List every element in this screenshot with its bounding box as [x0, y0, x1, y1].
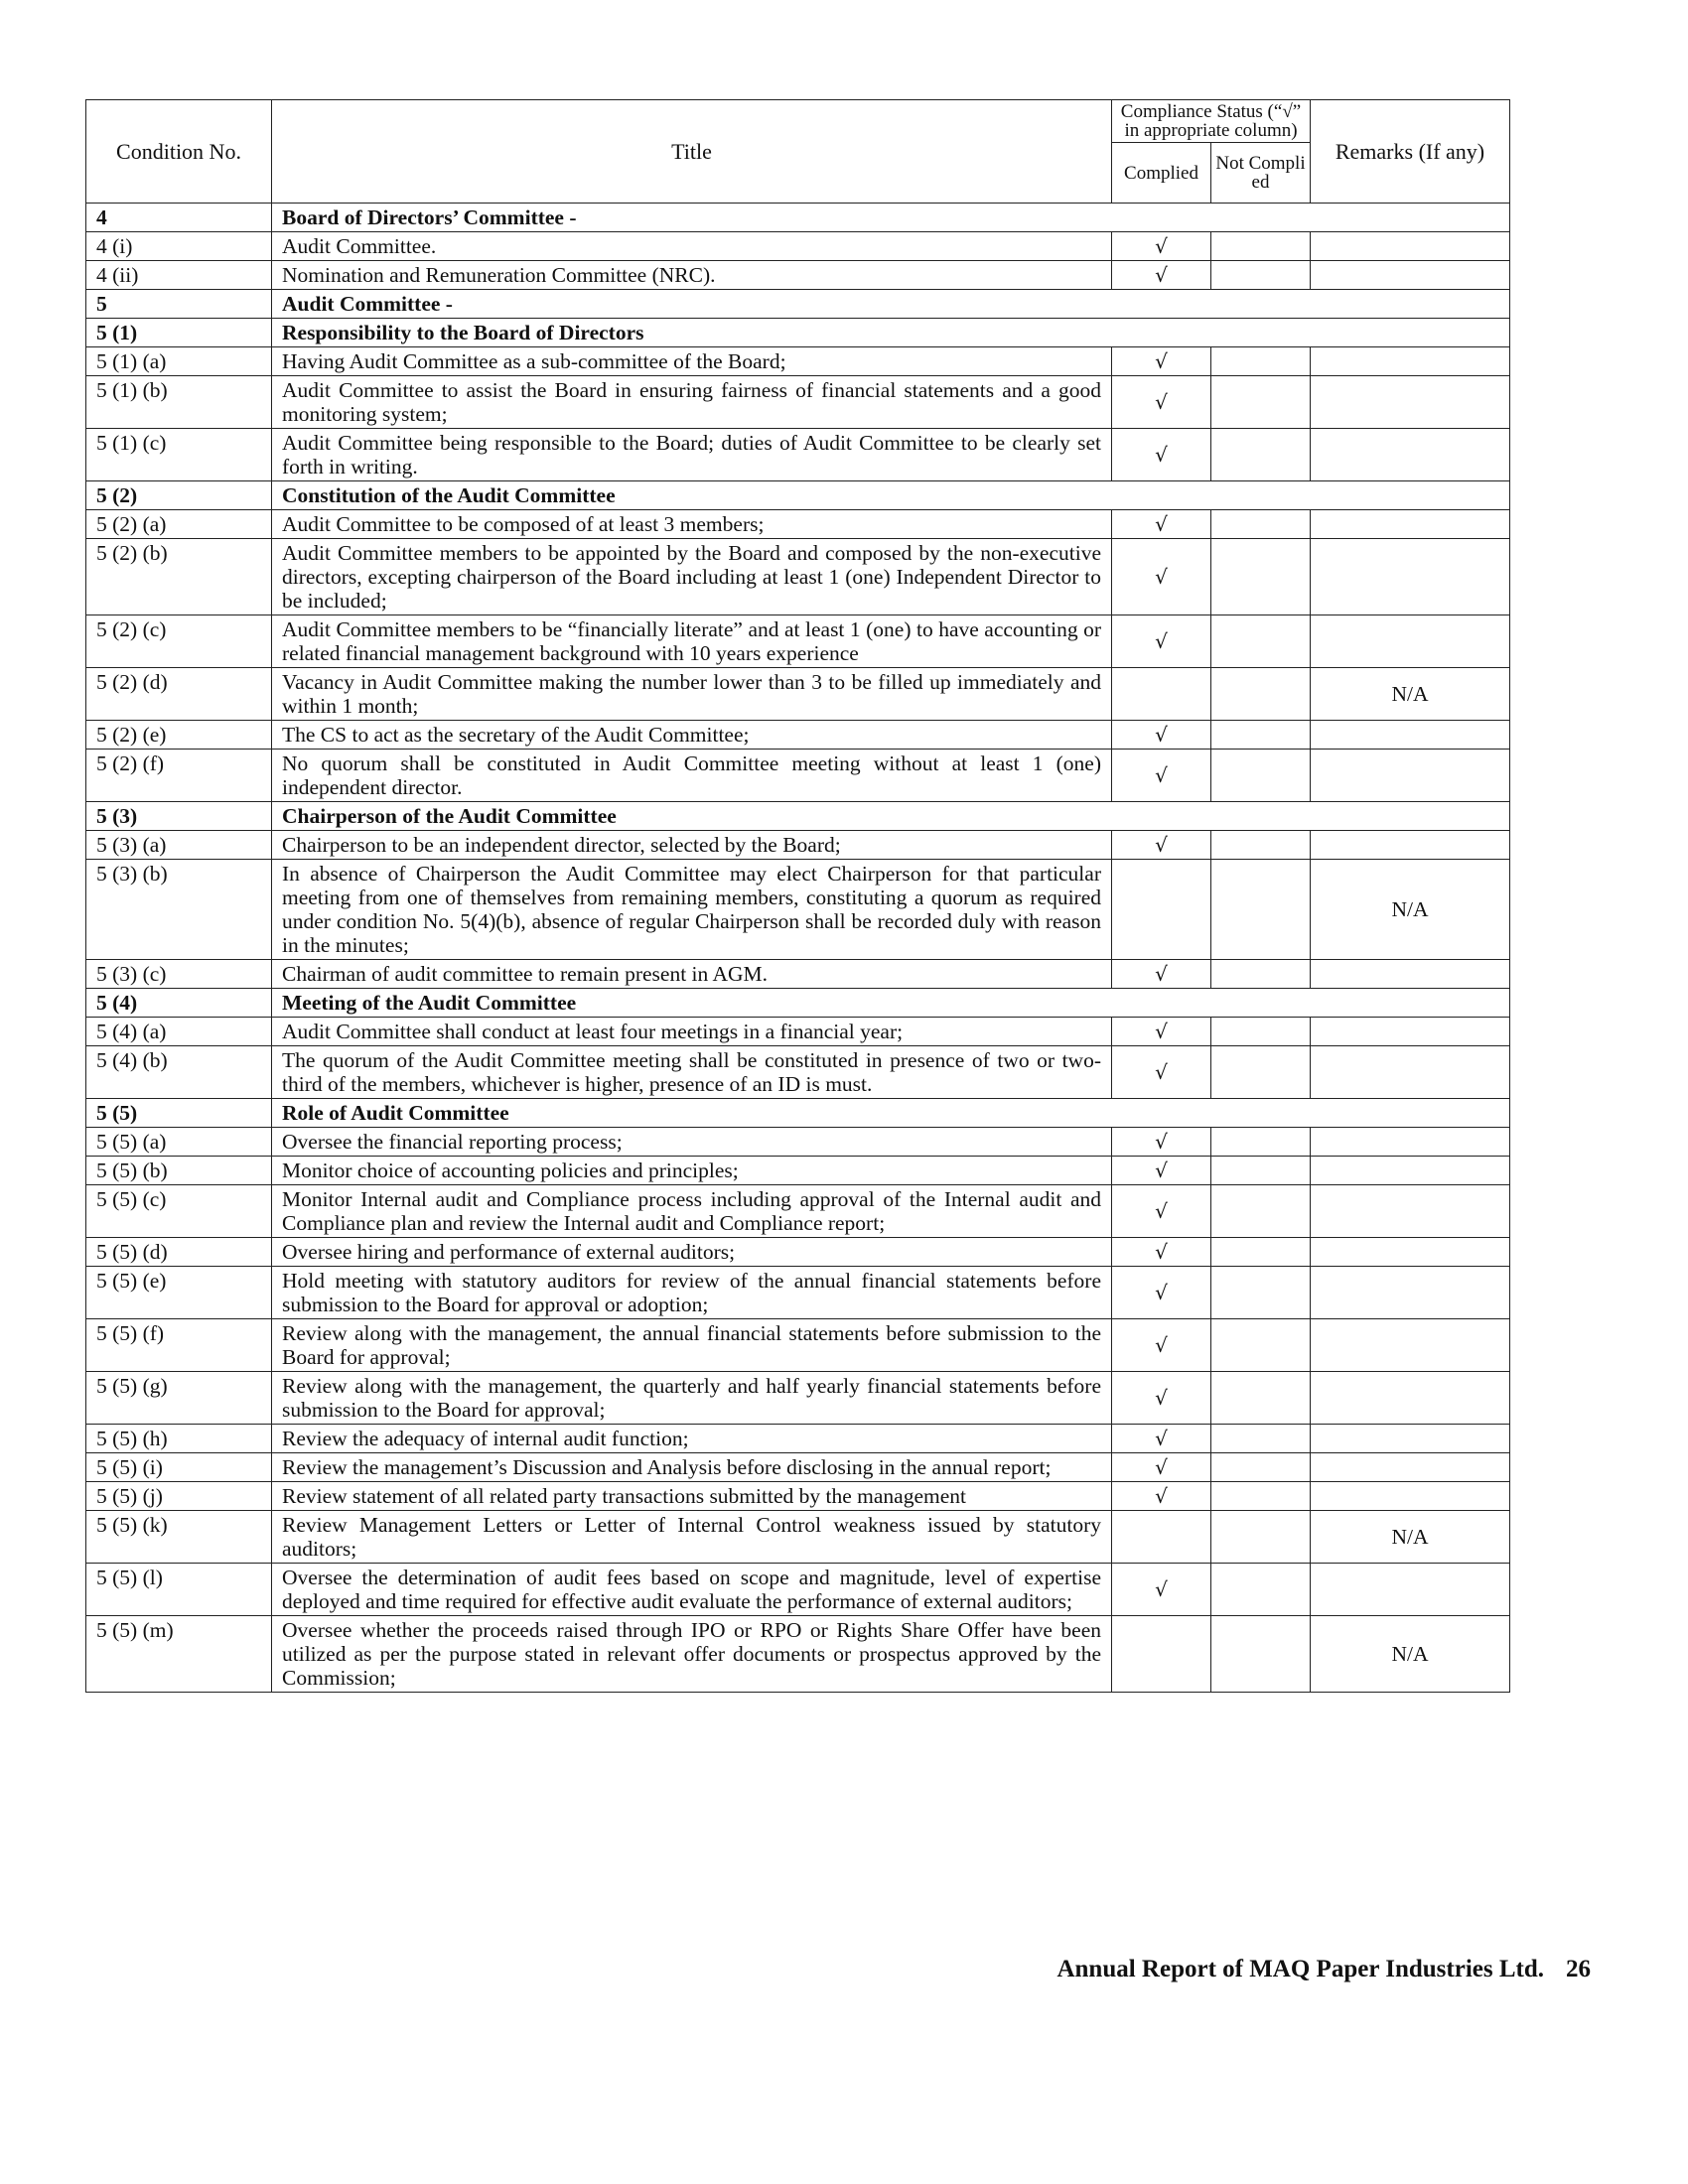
condition-number: 5 (5) (g) [86, 1372, 272, 1425]
complied-mark: √ [1112, 1157, 1211, 1185]
condition-number: 5 (1) (c) [86, 429, 272, 481]
not-complied-mark [1211, 1564, 1311, 1616]
remarks-cell [1311, 539, 1510, 615]
not-complied-mark [1211, 1238, 1311, 1267]
table-row [86, 376, 1510, 429]
complied-mark: √ [1112, 376, 1211, 429]
not-complied-mark [1211, 831, 1311, 860]
condition-number: 5 (3) (b) [86, 860, 272, 960]
section-number: 5 (1) [86, 319, 272, 347]
condition-number: 5 (2) (c) [86, 615, 272, 668]
compliance-table-container [85, 99, 1509, 1693]
condition-title: In absence of Chairperson the Audit Committee may elect Chairperson for that particular meeting from one of themselves from remaining members, constituting a quorum as required under condition No. 5(4)(b), absence of regular Chairperson shall be recorded duly with reason in the minutes; [272, 860, 1112, 960]
remarks-cell [1311, 1319, 1510, 1372]
table-row [86, 860, 1510, 960]
condition-number: 5 (5) (c) [86, 1185, 272, 1238]
remarks-cell [1311, 510, 1510, 539]
not-complied-mark [1211, 750, 1311, 802]
remarks-cell [1311, 1185, 1510, 1238]
condition-number: 5 (5) (l) [86, 1564, 272, 1616]
remarks-cell [1311, 1482, 1510, 1511]
condition-title: Oversee hiring and performance of external auditors; [272, 1238, 1112, 1267]
table-row [86, 510, 1510, 539]
not-complied-mark [1211, 1372, 1311, 1425]
remarks-cell [1311, 1128, 1510, 1157]
condition-no-header: Condition No. [86, 100, 272, 204]
not-complied-mark [1211, 1128, 1311, 1157]
not-complied-mark [1211, 510, 1311, 539]
section-row [86, 204, 1510, 232]
condition-number: 5 (3) (a) [86, 831, 272, 860]
complied-mark: √ [1112, 1453, 1211, 1482]
complied-mark: √ [1112, 539, 1211, 615]
condition-title: Review Management Letters or Letter of Internal Control weakness issued by statutory auditors; [272, 1511, 1112, 1564]
table-row [86, 1564, 1510, 1616]
condition-title: Review along with the management, the annual financial statements before submission to the Board for approval; [272, 1319, 1112, 1372]
table-body [86, 204, 1510, 1693]
condition-number: 5 (2) (e) [86, 721, 272, 750]
condition-title: Review statement of all related party transactions submitted by the management [272, 1482, 1112, 1511]
not-complied-mark [1211, 429, 1311, 481]
section-title: Board of Directors’ Committee - [272, 204, 1510, 232]
not-complied-mark [1211, 232, 1311, 261]
condition-title: Audit Committee shall conduct at least four meetings in a financial year; [272, 1018, 1112, 1046]
condition-title: No quorum shall be constituted in Audit Committee meeting without at least 1 (one) independent director. [272, 750, 1112, 802]
remarks-cell [1311, 1425, 1510, 1453]
condition-title: Monitor Internal audit and Compliance process including approval of the Internal audit and Compliance plan and review the Internal audit and Compliance report; [272, 1185, 1112, 1238]
condition-title: Audit Committee. [272, 232, 1112, 261]
complied-mark: √ [1112, 1372, 1211, 1425]
complied-mark: √ [1112, 1564, 1211, 1616]
remarks-cell: N/A [1311, 860, 1510, 960]
condition-number: 5 (5) (h) [86, 1425, 272, 1453]
table-row [86, 1128, 1510, 1157]
remarks-cell [1311, 1267, 1510, 1319]
not-complied-mark [1211, 1185, 1311, 1238]
complied-mark: √ [1112, 1128, 1211, 1157]
table-row [86, 1453, 1510, 1482]
table-row [86, 1046, 1510, 1099]
condition-number: 5 (5) (e) [86, 1267, 272, 1319]
condition-number: 5 (2) (d) [86, 668, 272, 721]
condition-title: Having Audit Committee as a sub-committee of the Board; [272, 347, 1112, 376]
remarks-cell [1311, 615, 1510, 668]
remarks-cell [1311, 960, 1510, 989]
condition-number: 5 (5) (f) [86, 1319, 272, 1372]
title-header: Title [272, 100, 1112, 204]
table-row [86, 1185, 1510, 1238]
remarks-cell [1311, 261, 1510, 290]
remarks-cell [1311, 1157, 1510, 1185]
condition-title: Vacancy in Audit Committee making the number lower than 3 to be filled up immediately and within 1 month; [272, 668, 1112, 721]
section-row [86, 989, 1510, 1018]
condition-number: 5 (5) (b) [86, 1157, 272, 1185]
table-row [86, 347, 1510, 376]
table-row [86, 960, 1510, 989]
table-row [86, 429, 1510, 481]
table-row [86, 1157, 1510, 1185]
complied-mark [1112, 860, 1211, 960]
remarks-cell [1311, 1238, 1510, 1267]
not-complied-mark [1211, 1267, 1311, 1319]
condition-number: 4 (i) [86, 232, 272, 261]
section-title: Role of Audit Committee [272, 1099, 1510, 1128]
condition-title: Audit Committee being responsible to the Board; duties of Audit Committee to be clearly set forth in writing. [272, 429, 1112, 481]
section-row [86, 481, 1510, 510]
complied-mark: √ [1112, 1267, 1211, 1319]
complied-mark: √ [1112, 1482, 1211, 1511]
condition-title: Oversee whether the proceeds raised through IPO or RPO or Rights Share Offer have been utilized as per the purpose stated in relevant offer documents or prospectus approved by the Commission; [272, 1616, 1112, 1693]
not-complied-mark [1211, 1453, 1311, 1482]
complied-mark [1112, 1616, 1211, 1693]
condition-title: Audit Committee to assist the Board in ensuring fairness of financial statements and a good monitoring system; [272, 376, 1112, 429]
compliance-status-header: Compliance Status (“√” in appropriate column) [1112, 100, 1311, 143]
condition-number: 5 (2) (f) [86, 750, 272, 802]
condition-number: 5 (1) (b) [86, 376, 272, 429]
complied-mark [1112, 668, 1211, 721]
remarks-cell [1311, 1564, 1510, 1616]
remarks-cell [1311, 750, 1510, 802]
report-title: Annual Report of MAQ Paper Industries Ltd. [1056, 1956, 1544, 1982]
condition-title: Audit Committee members to be “financially literate” and at least 1 (one) to have accounting or related financial management background with 10 years experience [272, 615, 1112, 668]
complied-mark: √ [1112, 510, 1211, 539]
complied-mark: √ [1112, 1185, 1211, 1238]
not-complied-mark [1211, 261, 1311, 290]
not-complied-mark [1211, 1319, 1311, 1372]
section-title: Audit Committee - [272, 290, 1510, 319]
not-complied-mark [1211, 721, 1311, 750]
table-row [86, 1372, 1510, 1425]
complied-mark: √ [1112, 1425, 1211, 1453]
complied-mark: √ [1112, 1319, 1211, 1372]
complied-mark: √ [1112, 721, 1211, 750]
condition-number: 5 (2) (b) [86, 539, 272, 615]
not-complied-mark [1211, 1046, 1311, 1099]
condition-title: Nomination and Remuneration Committee (NRC). [272, 261, 1112, 290]
remarks-cell [1311, 232, 1510, 261]
table-row [86, 1616, 1510, 1693]
condition-title: Review the adequacy of internal audit function; [272, 1425, 1112, 1453]
condition-number: 5 (5) (d) [86, 1238, 272, 1267]
page-number: 26 [1566, 1956, 1591, 1982]
remarks-cell [1311, 347, 1510, 376]
page-footer [85, 1956, 1591, 1983]
table-row [86, 1238, 1510, 1267]
not-complied-mark [1211, 1616, 1311, 1693]
remarks-cell [1311, 1453, 1510, 1482]
section-number: 5 (3) [86, 802, 272, 831]
table-row [86, 615, 1510, 668]
not-complied-mark [1211, 860, 1311, 960]
table-row [86, 1319, 1510, 1372]
not-complied-mark [1211, 615, 1311, 668]
condition-number: 4 (ii) [86, 261, 272, 290]
not-complied-header: Not Compli ed [1211, 143, 1311, 204]
condition-number: 5 (4) (b) [86, 1046, 272, 1099]
section-row [86, 802, 1510, 831]
remarks-cell [1311, 1018, 1510, 1046]
condition-number: 5 (3) (c) [86, 960, 272, 989]
section-title: Responsibility to the Board of Directors [272, 319, 1510, 347]
condition-number: 5 (5) (i) [86, 1453, 272, 1482]
complied-mark: √ [1112, 960, 1211, 989]
condition-title: Chairperson to be an independent director, selected by the Board; [272, 831, 1112, 860]
remarks-cell: N/A [1311, 668, 1510, 721]
remarks-cell [1311, 376, 1510, 429]
not-complied-mark [1211, 1425, 1311, 1453]
remarks-cell: N/A [1311, 1616, 1510, 1693]
not-complied-mark [1211, 1018, 1311, 1046]
complied-header: Complied [1112, 143, 1211, 204]
condition-title: The CS to act as the secretary of the Audit Committee; [272, 721, 1112, 750]
remarks-cell: N/A [1311, 1511, 1510, 1564]
complied-mark: √ [1112, 232, 1211, 261]
complied-mark: √ [1112, 347, 1211, 376]
complied-mark: √ [1112, 429, 1211, 481]
remarks-cell [1311, 721, 1510, 750]
compliance-table [85, 99, 1510, 1693]
condition-title: The quorum of the Audit Committee meeting shall be constituted in presence of two or two-third of the members, whichever is higher, presence of an ID is must. [272, 1046, 1112, 1099]
remarks-cell [1311, 429, 1510, 481]
condition-number: 5 (5) (k) [86, 1511, 272, 1564]
condition-number: 5 (5) (m) [86, 1616, 272, 1693]
section-number: 5 (2) [86, 481, 272, 510]
not-complied-mark [1211, 960, 1311, 989]
condition-title: Audit Committee to be composed of at least 3 members; [272, 510, 1112, 539]
section-number: 5 (5) [86, 1099, 272, 1128]
condition-title: Review along with the management, the quarterly and half yearly financial statements before submission to the Board for approval; [272, 1372, 1112, 1425]
complied-mark: √ [1112, 1046, 1211, 1099]
condition-title: Review the management’s Discussion and Analysis before disclosing in the annual report; [272, 1453, 1112, 1482]
condition-title: Oversee the financial reporting process; [272, 1128, 1112, 1157]
section-title: Meeting of the Audit Committee [272, 989, 1510, 1018]
section-number: 5 (4) [86, 989, 272, 1018]
condition-number: 5 (1) (a) [86, 347, 272, 376]
table-row [86, 1511, 1510, 1564]
complied-mark: √ [1112, 615, 1211, 668]
condition-number: 5 (4) (a) [86, 1018, 272, 1046]
section-row [86, 290, 1510, 319]
table-row [86, 232, 1510, 261]
table-row [86, 750, 1510, 802]
condition-title: Chairman of audit committee to remain present in AGM. [272, 960, 1112, 989]
complied-mark: √ [1112, 750, 1211, 802]
not-complied-mark [1211, 668, 1311, 721]
not-complied-mark [1211, 347, 1311, 376]
section-row [86, 319, 1510, 347]
complied-mark: √ [1112, 1238, 1211, 1267]
complied-mark [1112, 1511, 1211, 1564]
not-complied-mark [1211, 376, 1311, 429]
not-complied-mark [1211, 1511, 1311, 1564]
complied-mark: √ [1112, 831, 1211, 860]
section-number: 4 [86, 204, 272, 232]
condition-number: 5 (5) (j) [86, 1482, 272, 1511]
condition-title: Monitor choice of accounting policies and principles; [272, 1157, 1112, 1185]
condition-title: Hold meeting with statutory auditors for review of the annual financial statements before submission to the Board for approval or adoption; [272, 1267, 1112, 1319]
complied-mark: √ [1112, 261, 1211, 290]
condition-title: Oversee the determination of audit fees based on scope and magnitude, level of expertise deployed and time required for effective audit evaluate the performance of external auditors; [272, 1564, 1112, 1616]
section-title: Chairperson of the Audit Committee [272, 802, 1510, 831]
table-row [86, 539, 1510, 615]
not-complied-mark [1211, 1482, 1311, 1511]
table-row [86, 721, 1510, 750]
remarks-cell [1311, 831, 1510, 860]
section-row [86, 1099, 1510, 1128]
table-row [86, 1425, 1510, 1453]
section-title: Constitution of the Audit Committee [272, 481, 1510, 510]
table-row [86, 831, 1510, 860]
table-row [86, 1267, 1510, 1319]
remarks-cell [1311, 1046, 1510, 1099]
not-complied-mark [1211, 1157, 1311, 1185]
not-complied-mark [1211, 539, 1311, 615]
remarks-cell [1311, 1372, 1510, 1425]
section-number: 5 [86, 290, 272, 319]
condition-title: Audit Committee members to be appointed by the Board and composed by the non-executive directors, excepting chairperson of the Board including at least 1 (one) Independent Director to be included; [272, 539, 1112, 615]
table-row [86, 1018, 1510, 1046]
complied-mark: √ [1112, 1018, 1211, 1046]
table-row [86, 261, 1510, 290]
table-row [86, 1482, 1510, 1511]
condition-number: 5 (5) (a) [86, 1128, 272, 1157]
remarks-header: Remarks (If any) [1311, 100, 1510, 204]
condition-number: 5 (2) (a) [86, 510, 272, 539]
table-row [86, 668, 1510, 721]
